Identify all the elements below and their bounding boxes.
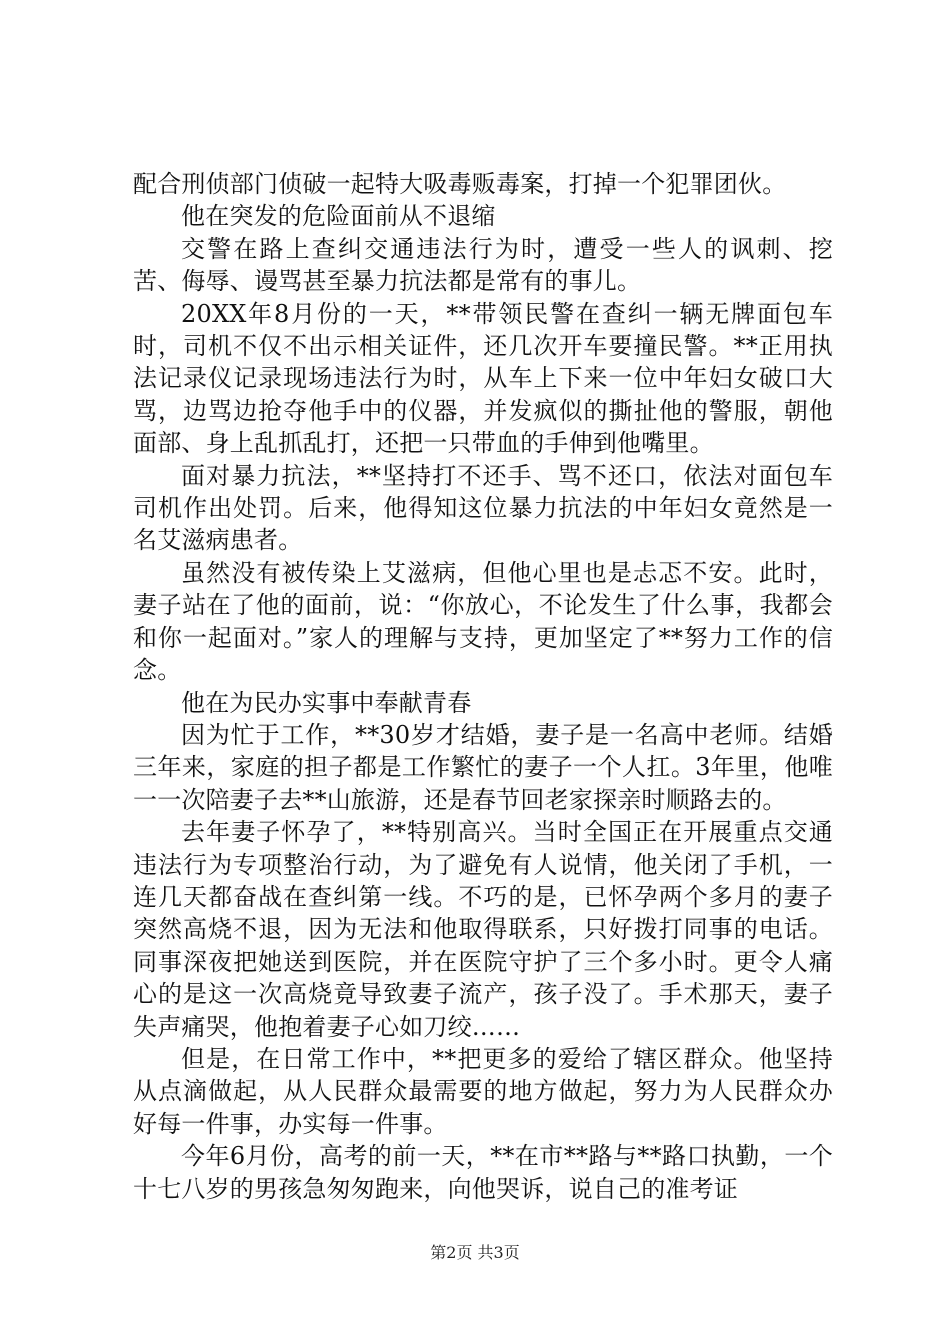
paragraph: 面对暴力抗法，**坚持打不还手、骂不还口，依法对面包车司机作出处罚。后来，他得知这位暴力抗法的中年妇女竟然是一名艾滋病患者。 <box>133 461 833 555</box>
paragraph: 但是，在日常工作中，**把更多的爱给了辖区群众。他坚持从点滴做起，从人民群众最需要的地方做起，努力为人民群众办好每一件事，办实每一件事。 <box>133 1044 833 1138</box>
paragraph: 去年妻子怀孕了，**特别高兴。当时全国正在开展重点交通违法行为专项整治行动，为了避免有人说情，他关闭了手机，一连几天都奋战在查纠第一线。不巧的是，已怀孕两个多月的妻子突然高烧不退，因为无法和他取得联系，只好拨打同事的电话。同事深夜把她送到医院，并在医院守护了三个多小时。更令人痛心的是这一次高烧竟导致妻子流产，孩子没了。手术那天，妻子失声痛哭，他抱着妻子心如刀绞…… <box>133 818 833 1041</box>
section-heading: 他在突发的危险面前从不退缩 <box>181 202 496 231</box>
paragraph: 20XX年8月份的一天，**带领民警在查纠一辆无牌面包车时，司机不仅不出示相关证件，还几次开车要撞民警。**正用执法记录仪记录现场违法行为时，从车上下来一位中年妇女破口大骂，边骂边抢夺他手中的仪器，并发疯似的撕扯他的警服，朝他面部、身上乱抓乱打，还把一只带血的手伸到他嘴里。 <box>133 299 833 458</box>
document-body <box>133 168 833 1205</box>
paragraph-continuation: 配合刑侦部门侦破一起特大吸毒贩毒案，打掉一个犯罪团伙。 <box>133 170 787 198</box>
paragraph: 交警在路上查纠交通违法行为时，遭受一些人的讽刺、挖苦、侮辱、谩骂甚至暴力抗法都是常有的事儿。 <box>133 234 833 296</box>
section-heading: 他在为民办实事中奉献青春 <box>181 688 472 717</box>
page-number-footer: 第2页 共3页 <box>430 1243 520 1262</box>
paragraph: 今年6月份，高考的前一天，**在市**路与**路口执勤，一个十七八岁的男孩急匆匆跑来，向他哭诉，说自己的准考证 <box>133 1142 833 1203</box>
paragraph: 虽然没有被传染上艾滋病，但他心里也是忐忑不安。此时，妻子站在了他的面前，说：“你放心，不论发生了什么事，我都会和你一起面对。”家人的理解与支持，更加坚定了**努力工作的信念。 <box>133 558 833 685</box>
paragraph: 因为忙于工作，**30岁才结婚，妻子是一名高中老师。结婚三年来，家庭的担子都是工作繁忙的妻子一个人扛。3年里，他唯一一次陪妻子去**山旅游，还是春节回老家探亲时顺路去的。 <box>133 720 833 814</box>
